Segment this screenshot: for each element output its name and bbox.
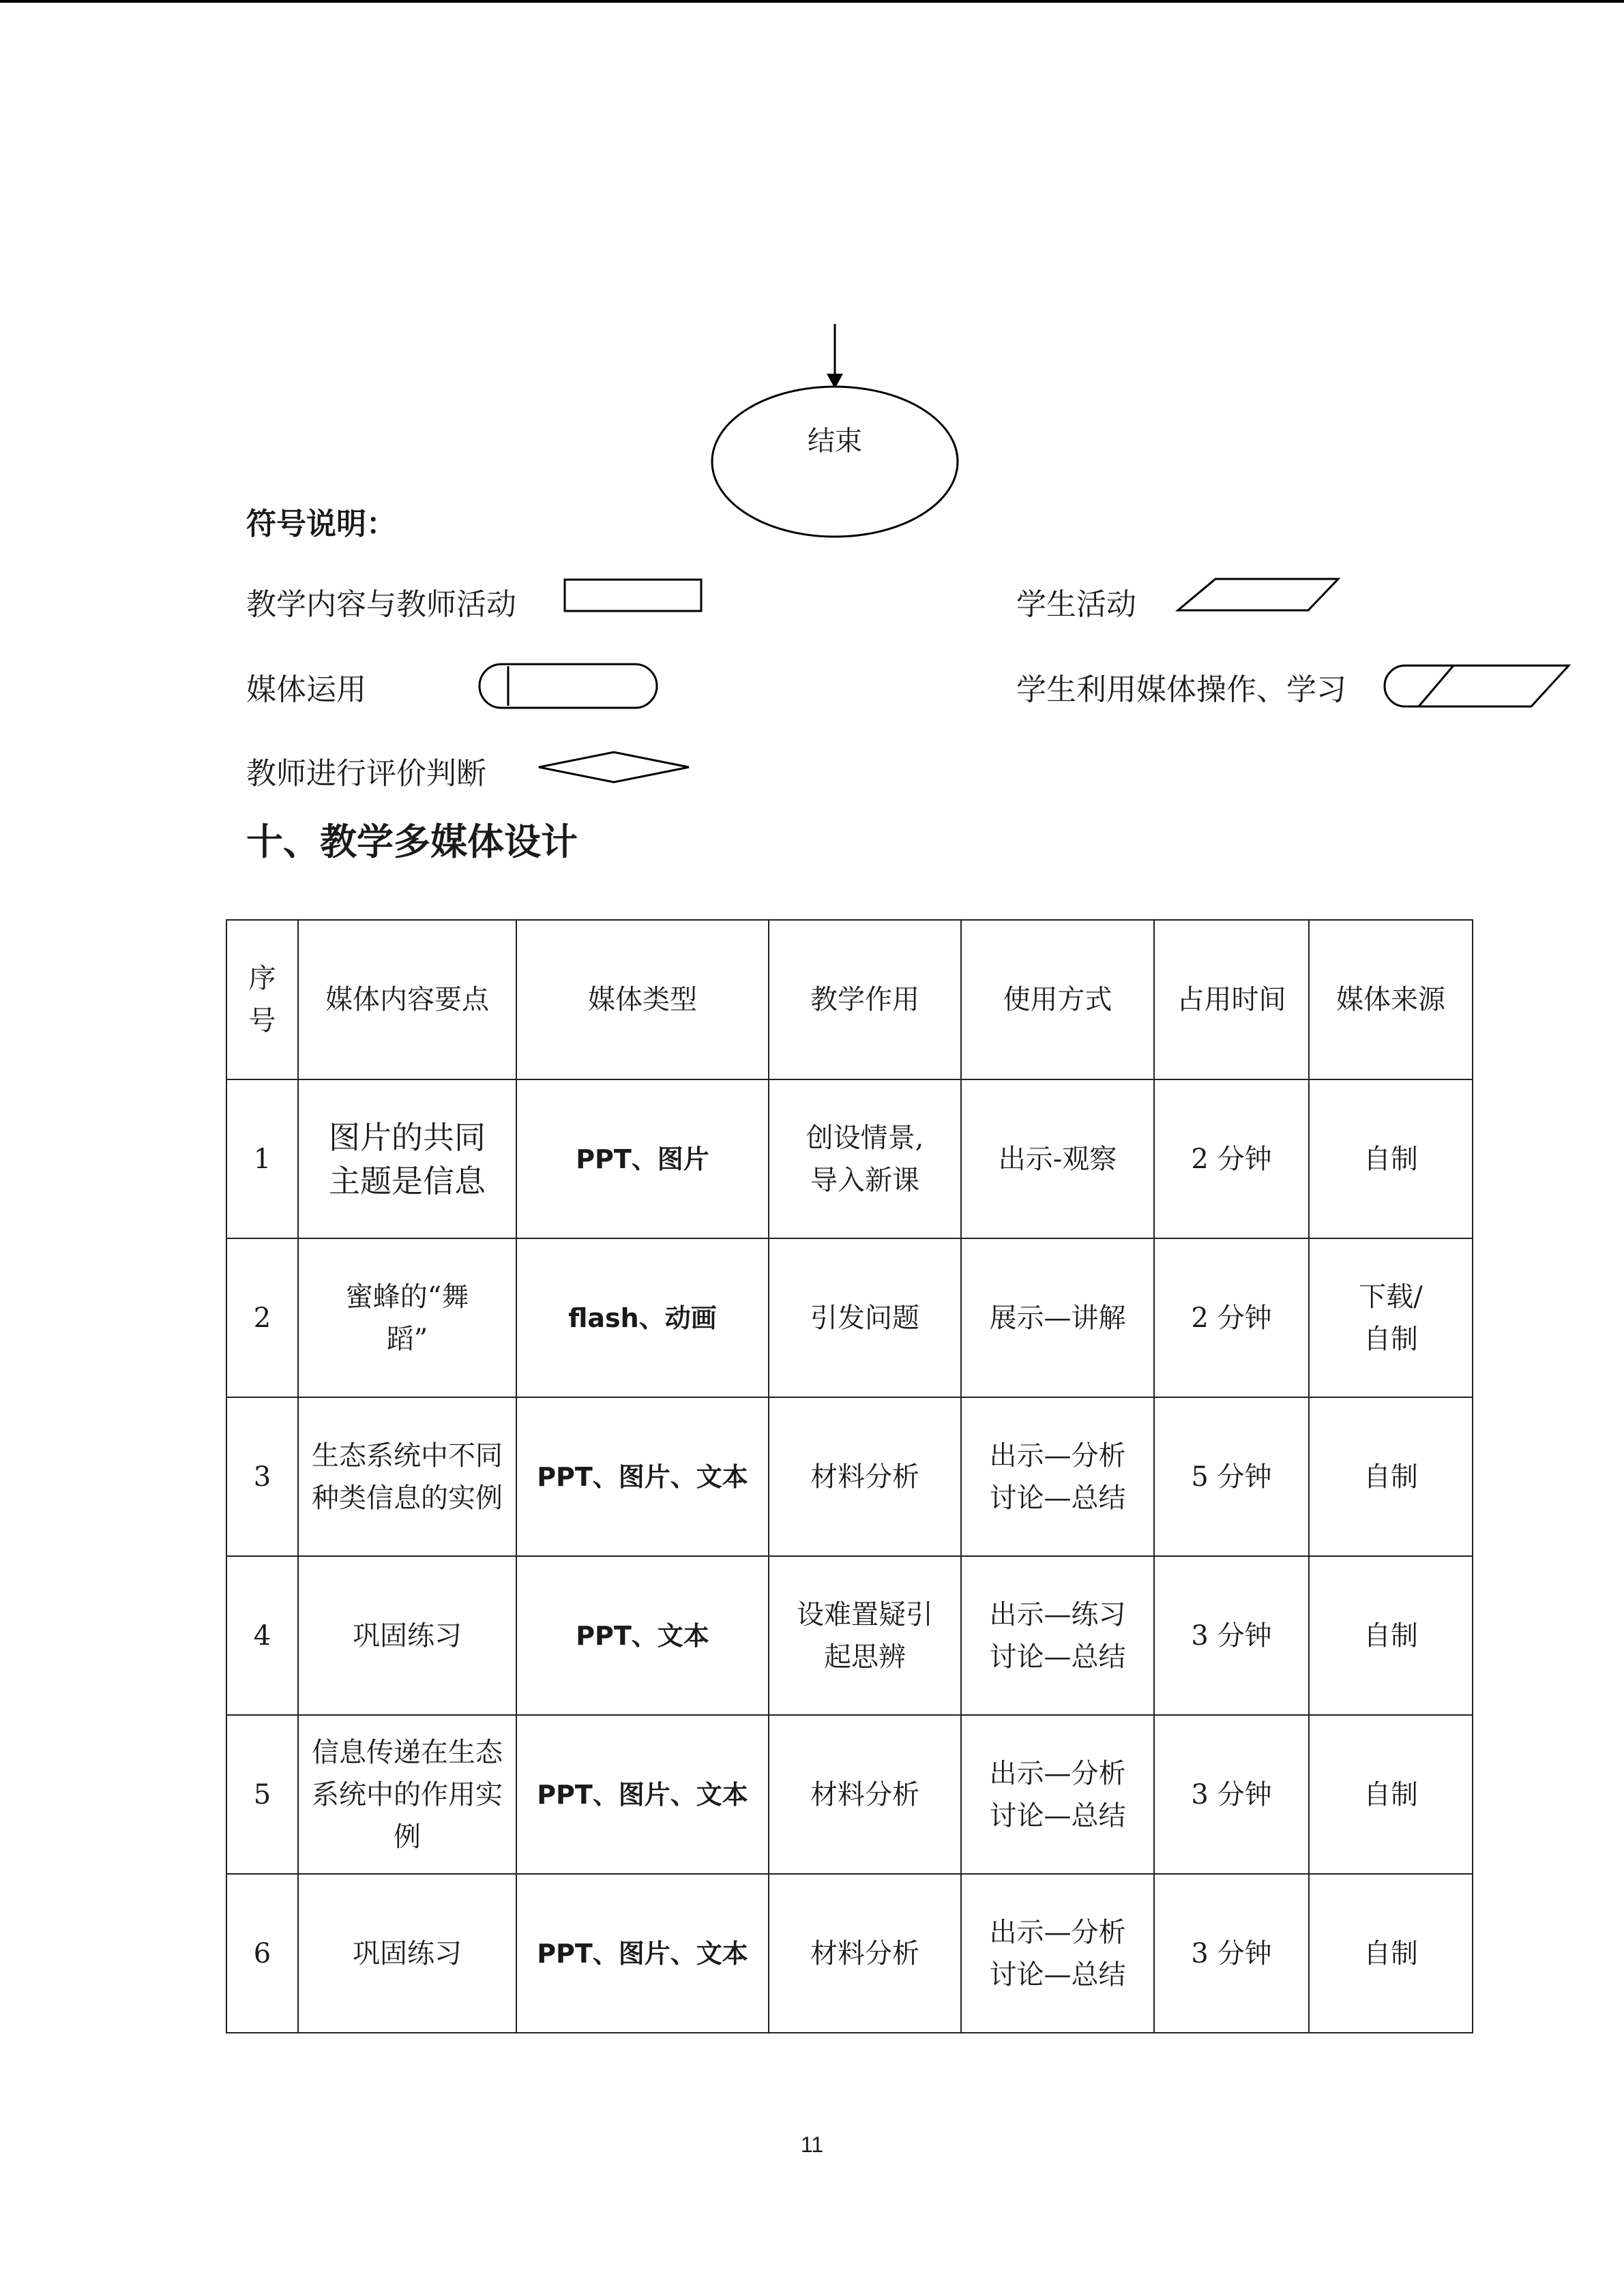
legend-symbol-diamond (539, 752, 689, 782)
cell-source: 自制 (1309, 1874, 1473, 2033)
cell-time: 2 分钟 (1154, 1079, 1309, 1238)
cell-usage: 出示—练习讨论—总结 (961, 1556, 1154, 1715)
cell-role: 创设情景,导入新课 (769, 1079, 961, 1238)
cell-usage: 出示—分析讨论—总结 (961, 1715, 1154, 1874)
cell-usage: 展示—讲解 (961, 1238, 1154, 1397)
legend-label-teacher-evaluation: 教师进行评价判断 (246, 756, 486, 791)
table-row (226, 1874, 1473, 2033)
legend-label-student-media-learning: 学生利用媒体操作、学习 (1016, 672, 1346, 707)
header-cell-time: 占用时间 (1154, 920, 1309, 1079)
table-row (226, 1079, 1473, 1238)
end-terminator-ellipse (712, 387, 958, 537)
cell-source: 下载/自制 (1309, 1238, 1473, 1397)
cell-index: 1 (226, 1079, 298, 1238)
cell-content: 信息传递在生态系统中的作用实例 (298, 1715, 516, 1874)
cell-usage: 出示—分析讨论—总结 (961, 1874, 1154, 2033)
multimedia-design-table (226, 919, 1473, 2033)
legend-symbol-rounded-parallelogram (1385, 666, 1569, 706)
table-row (226, 1715, 1473, 1874)
cell-index: 6 (226, 1874, 298, 2033)
cell-content: 蜜蜂的“舞蹈” (298, 1238, 516, 1397)
header-cell-content: 媒体内容要点 (298, 920, 516, 1079)
cell-type: flash、动画 (516, 1238, 769, 1397)
cell-source: 自制 (1309, 1715, 1473, 1874)
cell-time: 3 分钟 (1154, 1715, 1309, 1874)
header-cell-type: 媒体类型 (516, 920, 769, 1079)
cell-index: 5 (226, 1715, 298, 1874)
cell-time: 3 分钟 (1154, 1556, 1309, 1715)
header-cell-role: 教学作用 (769, 920, 961, 1079)
cell-source: 自制 (1309, 1397, 1473, 1556)
header-cell-source: 媒体来源 (1309, 920, 1473, 1079)
cell-role: 设难置疑引起思辨 (769, 1556, 961, 1715)
section-title: 十、教学多媒体设计 (246, 820, 578, 863)
cell-type: PPT、图片、文本 (516, 1397, 769, 1556)
cell-type: PPT、图片、文本 (516, 1715, 769, 1874)
end-terminator-label: 结束 (808, 426, 862, 457)
table-row (226, 1238, 1473, 1397)
cell-index: 2 (226, 1238, 298, 1397)
cell-content: 巩固练习 (298, 1874, 516, 2033)
cell-content: 生态系统中不同种类信息的实例 (298, 1397, 516, 1556)
cell-source: 自制 (1309, 1079, 1473, 1238)
header-cell-index: 序号 (226, 920, 298, 1079)
cell-time: 5 分钟 (1154, 1397, 1309, 1556)
page-number: 11 (800, 2132, 824, 2157)
cell-time: 3 分钟 (1154, 1874, 1309, 2033)
cell-content: 巩固练习 (298, 1556, 516, 1715)
cell-content: 图片的共同主题是信息 (298, 1079, 516, 1238)
legend-symbol-parallelogram (1178, 579, 1338, 610)
table-row (226, 1556, 1473, 1715)
cell-usage: 出示—分析讨论—总结 (961, 1397, 1154, 1556)
cell-role: 材料分析 (769, 1397, 961, 1556)
legend-title: 符号说明： (246, 507, 396, 541)
legend-label-media-use: 媒体运用 (246, 672, 366, 707)
cell-source: 自制 (1309, 1556, 1473, 1715)
cell-type: PPT、文本 (516, 1556, 769, 1715)
cell-time: 2 分钟 (1154, 1238, 1309, 1397)
cell-index: 3 (226, 1397, 298, 1556)
legend-label-student-activity: 学生活动 (1016, 587, 1136, 622)
header-cell-usage: 使用方式 (961, 920, 1154, 1079)
table-header-row (226, 920, 1473, 1079)
cell-role: 材料分析 (769, 1715, 961, 1874)
cell-type: PPT、图片 (516, 1079, 769, 1238)
legend-label-teacher-activity: 教学内容与教师活动 (246, 587, 516, 622)
cell-index: 4 (226, 1556, 298, 1715)
cell-role: 材料分析 (769, 1874, 961, 2033)
table-row (226, 1397, 1473, 1556)
legend-symbol-rectangle (565, 580, 701, 611)
cell-type: PPT、图片、文本 (516, 1874, 769, 2033)
legend-symbol-rounded-rectangle (479, 664, 657, 708)
cell-usage: 出示-观察 (961, 1079, 1154, 1238)
cell-role: 引发问题 (769, 1238, 961, 1397)
